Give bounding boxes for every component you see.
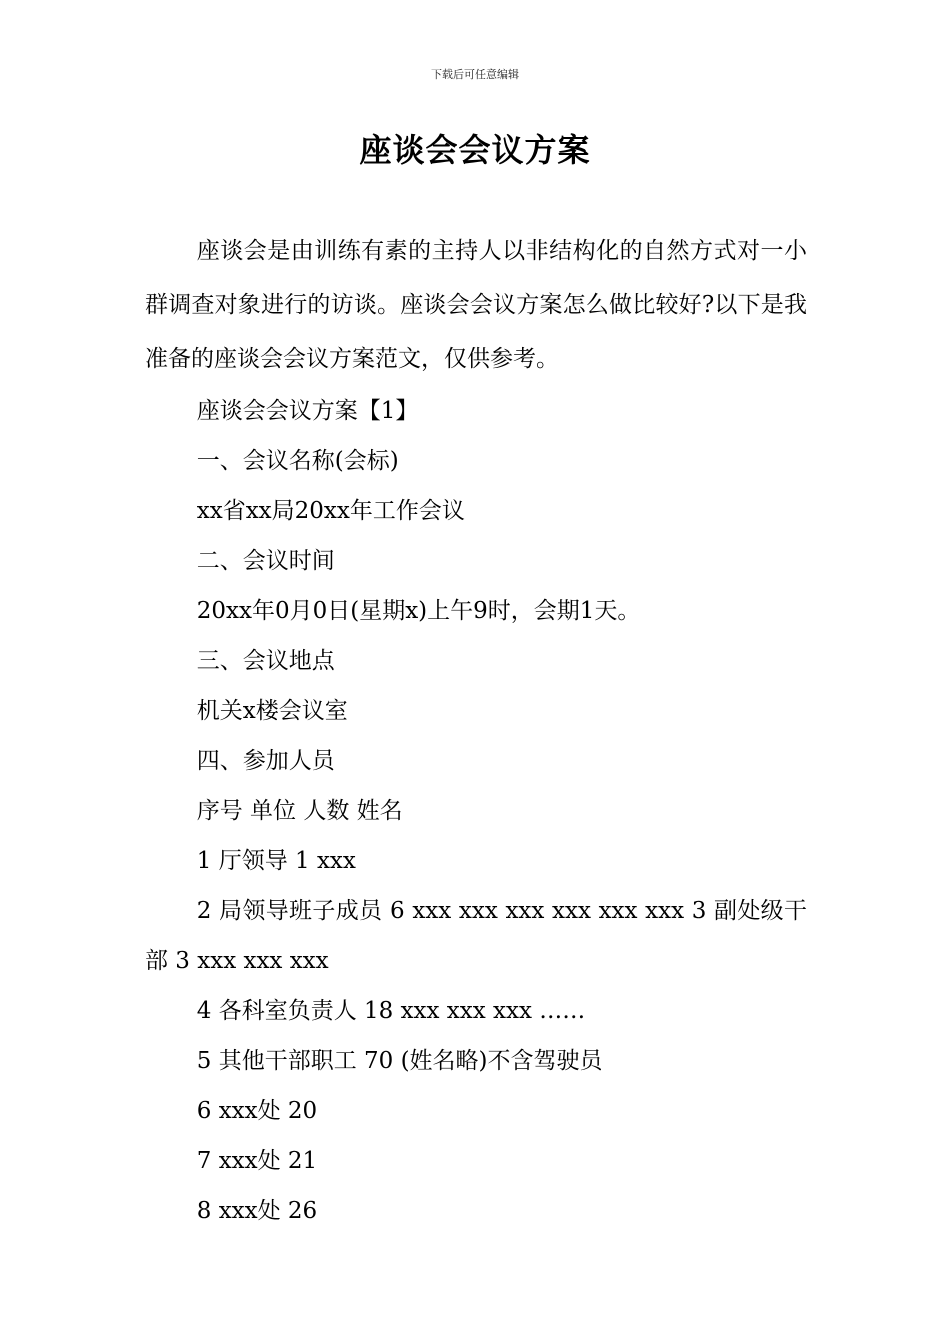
attendee-row: 6 xxx处 20 xyxy=(196,1098,318,1124)
intro-paragraph: 座谈会是由训练有素的主持人以非结构化的自然方式对一小群调查对象进行的访谈。座谈会会议方案怎么做比较好?以下是我准备的座谈会会议方案范文，仅供参考。 xyxy=(145,238,807,372)
section-heading: 座谈会会议方案【1】 xyxy=(196,398,419,424)
header-note: 下载后可任意编辑 xyxy=(431,68,519,81)
document-body xyxy=(145,224,807,1236)
item-heading-name: 一、会议名称(会标) xyxy=(196,448,399,474)
attendee-row: 7 xxx处 21 xyxy=(196,1148,318,1174)
attendee-table-header: 序号 单位 人数 姓名 xyxy=(196,798,403,824)
item-value-location: 机关x楼会议室 xyxy=(196,698,348,724)
item-heading-location: 三、会议地点 xyxy=(196,648,335,674)
attendee-row: 2 局领导班子成员 6 xxx xxx xxx xxx xxx xxx 3 副处级干部 3 xxx xxx xxx xyxy=(145,898,807,974)
attendee-row: 4 各科室负责人 18 xxx xxx xxx …… xyxy=(196,998,586,1024)
item-heading-attendees: 四、参加人员 xyxy=(196,748,335,774)
item-value-time: 20xx年0月0日(星期x)上午9时，会期1天。 xyxy=(196,598,641,624)
document-title: 座谈会会议方案 xyxy=(359,131,591,169)
item-heading-time: 二、会议时间 xyxy=(196,548,335,574)
item-value-name: xx省xx局20xx年工作会议 xyxy=(196,498,465,524)
attendee-row: 5 其他干部职工 70 (姓名略)不含驾驶员 xyxy=(196,1048,603,1074)
attendee-row: 8 xxx处 26 xyxy=(196,1198,318,1224)
attendee-row: 1 厅领导 1 xxx xyxy=(196,848,356,874)
